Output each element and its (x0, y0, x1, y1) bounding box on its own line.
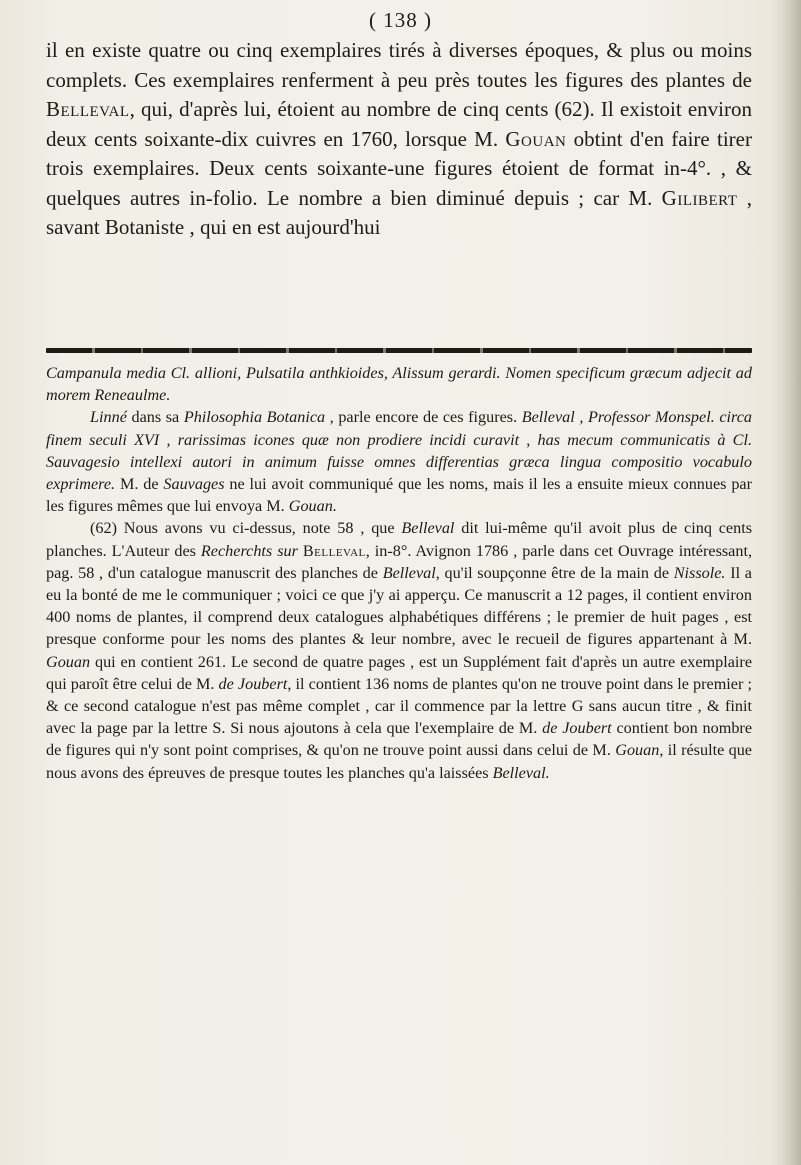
name-belleval: Belleval (46, 97, 130, 121)
main-text-2: , qui, d'après lui, étoient au nombre de cinq cents (62). Il existoit environ deux cents soixante-dix cuivres en 1760, lorsque M. (46, 97, 752, 151)
footnotes (46, 362, 752, 784)
fn-b-nissole: Nissole. (673, 563, 726, 582)
fn-b-text-9: , il résulte que nous avons des épreuves de presque toutes les planches qu'a laissées (46, 741, 752, 782)
fn-a-text-1: dans sa (126, 408, 184, 427)
fn-a-linne: Linné (90, 408, 127, 427)
footnote-separator-rule (46, 348, 752, 353)
fn-b-belleval-2: Belleval (382, 563, 436, 582)
fn-b-text-5: Il a eu la bonté de me le communiquer ; voici ce que j'y ai apperçu. Ce manuscrit a 12 pages, il contient environ 400 noms de plantes, il comprend deux catalogues alphabétiques différens ; le premier de huit pages , est presque conforme pour les noms des plantes & leur nombre, avec le recueil de figures appartenant à M. (46, 563, 752, 649)
fn-a-sauvages: Sauvages (163, 475, 225, 494)
fn-b-text-7: , il contient 136 noms de plantes qu'on ne trouve point dans le premier ; & ce second catalogue n'est pas même complet , car il commence par la lettre G sans aucun titre , & finit avec la page par la lettre S. Si nous ajoutons à cela que l'exemplaire de M. (46, 674, 752, 738)
page-edge-shadow (775, 0, 801, 1165)
fn-b-gouan-2: Gouan (615, 741, 660, 760)
footnote-continuation (46, 362, 752, 517)
name-gilibert: Gilibert (661, 185, 738, 210)
fn-b-text-3: , in-8°. Avignon 1786 , parle dans cet Ouvrage intéressant, pag. 58 , d'un catalogue manuscrit des planches de (46, 541, 752, 582)
fn-a-text-3: M. de (115, 475, 164, 494)
fn-a-philosophia: Philosophia Botanica (183, 408, 326, 427)
fn-b-text-4: , qu'il soupçonne être de la main de (435, 563, 674, 582)
fn-a-gouan: Gouan. (288, 497, 337, 516)
fn-b-belleval-3: Belleval. (492, 763, 550, 782)
fn-b-text-2: dit lui-même qu'il avoit plus de cinq cents planches. L'Auteur des (46, 519, 752, 560)
main-text-3: obtint d'en faire tirer trois exemplaires. Deux cents soixante-une figures étoient de format in-4°. , & quelques autres in-folio. Le nombre a bien diminué depuis ; car M. (46, 126, 752, 210)
fn-b-recherches: Recherchts sur (200, 541, 298, 560)
fn-b-text-6: qui en contient 261. Le second de quatre pages , est un Supplément fait d'après un autre exemplaire qui paroît être celui de M. (46, 652, 752, 693)
main-text-4: , savant Botaniste , qui en est aujourd'hui (46, 185, 752, 239)
fn-b-gouan-1: Gouan (46, 652, 91, 671)
fn-b-text-8: contient bon nombre de figures qui n'y sont point comprises, & qu'on ne trouve point aussi dans celui de M. (46, 719, 752, 760)
fn-b-belleval-1: Belleval (401, 519, 455, 538)
fn-a-text-2: , parle encore de ces figures. (325, 408, 522, 427)
fn-b-belleval-sc: Belleval (302, 541, 366, 560)
name-gouan: Gouan (505, 126, 567, 151)
fn-a-latin-1: Campanula media Cl. allioni, Pulsatila anthkioides, Alissum gerardi. Nomen specificum græcum adjecit ad morem Reneaulme. (46, 364, 752, 405)
fn-b-text-1: (62) Nous avons vu ci-dessus, note 58 , que (90, 519, 402, 538)
fn-b-joubert-1: de Joubert (218, 674, 288, 693)
fn-a-latin-quote: Belleval , Professor Monspel. circa finem seculi XVI , rarissimas icones quæ non prodiere incidi curavit , has mecum communicatis à Cl. Sauvagesio intellexi autori in animum fuisse omnes differentias græca lingua compositio vocabulo exprimere. (46, 408, 752, 494)
footnote-62 (46, 517, 752, 783)
fn-b-joubert-2: de Joubert (542, 719, 612, 738)
fn-a-text-4: ne lui avoit communiqué que les noms, mais il les a ensuite mieux connues par les figures mêmes que lui envoya M. (46, 475, 752, 516)
main-text-1: il en existe quatre ou cinq exemplaires tirés à diverses époques, & plus ou moins complets. Ces exemplaires renferment à peu près toutes les figures des plantes de (46, 38, 752, 92)
main-paragraph (46, 36, 752, 243)
page-number: ( 138 ) (369, 8, 432, 32)
